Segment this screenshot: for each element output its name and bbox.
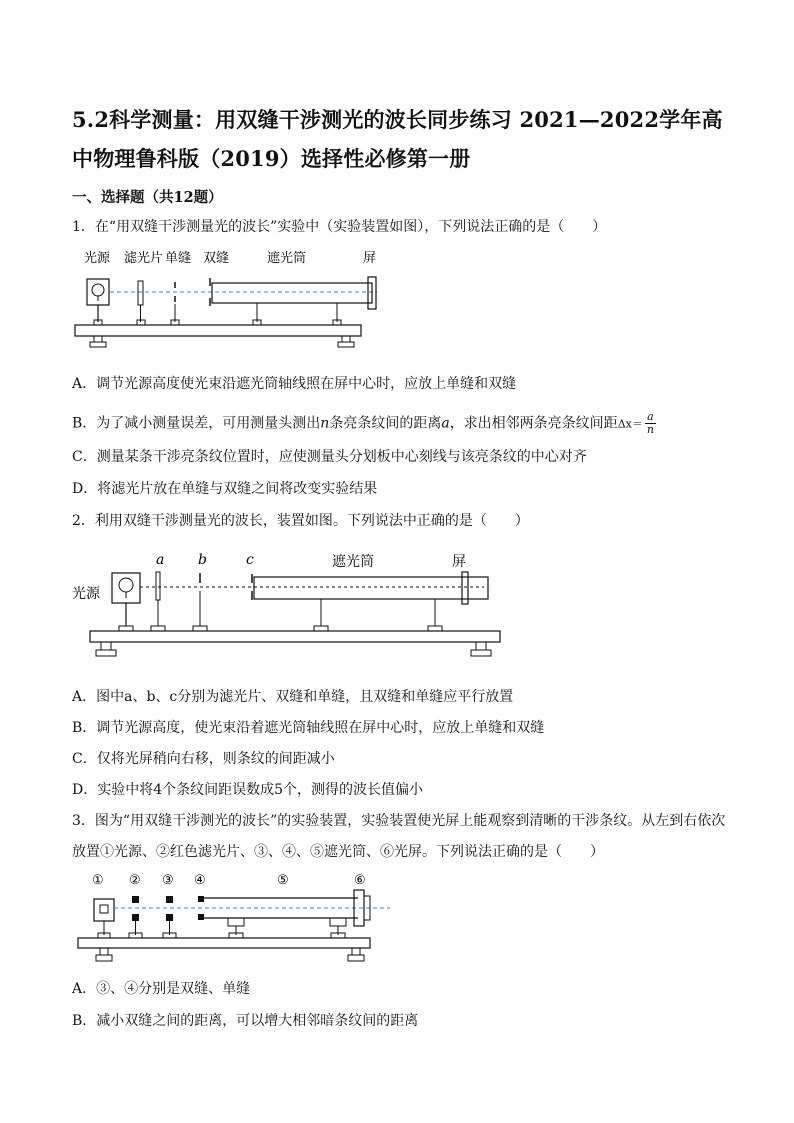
q3-element-3 — [166, 896, 173, 903]
q1-lamp-box — [87, 279, 109, 305]
q1-label-screen: 屏 — [363, 251, 377, 266]
q1-label-double-slit: 双缝 — [203, 251, 230, 266]
q3-label-2: ② — [129, 873, 141, 888]
section-heading: 一、选择题（共12题） — [72, 189, 223, 206]
q3-label-3: ③ — [162, 873, 174, 888]
q3-element-2 — [132, 896, 139, 903]
q2-stem: 2．利用双缝干涉测量光的波长，装置如图。下列说法中正确的是（ ） — [72, 513, 529, 529]
q3-label-1: ① — [92, 873, 104, 888]
q2-option-d: D．实验中将4个条纹间距误数成5个，测得的波长值偏小 — [72, 782, 424, 798]
q3-stem-line2: 放置①光源、②红色滤光片、③、④、⑤遮光筒、⑥光屏。下列说法正确的是（ ） — [72, 844, 604, 860]
q3-label-6: ⑥ — [354, 873, 366, 888]
q2-option-b: B．调节光源高度，使光束沿着遮光筒轴线照在屏中心时，应放上单缝和双缝 — [72, 720, 545, 736]
q2-optical-bench — [90, 631, 500, 642]
q1-filter — [138, 281, 143, 305]
q2-label-light-source: 光源 — [72, 586, 100, 602]
q1-label-single-slit: 单缝 — [165, 251, 192, 266]
q1-option-d: D．将滤光片放在单缝与双缝之间将改变实验结果 — [72, 481, 378, 497]
q3-option-b: B．减小双缝之间的距离，可以增大相邻暗条纹间的距离 — [72, 1013, 419, 1029]
q1-label-tube: 遮光筒 — [267, 251, 307, 266]
q1-optical-bench — [75, 325, 361, 336]
q2-option-a: A．图中a、b、c分别为滤光片、双缝和单缝，且双缝和单缝应平行放置 — [72, 689, 514, 705]
q2-option-c: C．仅将光屏稍向右移，则条纹的间距减小 — [72, 751, 335, 767]
q2-label-tube: 遮光筒 — [332, 554, 374, 570]
q3-label-4: ④ — [194, 873, 206, 888]
q3-option-a: A．③、④分别是双缝、单缝 — [72, 981, 251, 997]
q3-lamp-box — [94, 899, 114, 921]
q3-optical-bench — [78, 938, 370, 948]
q2-light-tube — [254, 577, 488, 599]
q2-label-c: c — [246, 552, 254, 568]
q2-label-b: b — [198, 552, 207, 568]
q3-element-4 — [198, 896, 204, 902]
q3-label-5: ⑤ — [277, 873, 289, 888]
q1-option-a: A．调节光源高度使光束沿遮光筒轴线照在屏中心时，应放上单缝和双缝 — [72, 376, 517, 392]
q2-label-screen: 屏 — [452, 554, 466, 570]
q2-element-a — [156, 572, 160, 600]
page-title: 5.2科学测量：用双缝干涉测光的波长同步练习 2021—2022学年高中物理鲁科版（2019）选择性必修第一册 — [72, 107, 723, 171]
q1-label-filter: 滤光片 — [124, 251, 164, 266]
q1-option-c: C．测量某条干涉亮条纹位置时，应使测量头分划板中心刻线与该亮条纹的中心对齐 — [72, 449, 587, 465]
q1-apparatus-diagram — [72, 246, 377, 358]
q2-label-a: a — [156, 552, 165, 568]
q3-stem-line1: 3．图为“用双缝干涉测光的波长”的实验装置，实验装置使光屏上能观察到清晰的干涉条纹。从左到右依次 — [72, 813, 726, 829]
q1-label-light-source: 光源 — [84, 251, 111, 266]
q1-stem: 1．在“用双缝干涉测量光的波长”实验中（实验装置如图），下列说法正确的是（ ） — [72, 219, 607, 235]
q1-option-b: B．为了减小测量误差，可用测量头测出n条亮条纹间的距离a，求出相邻两条亮条纹间距Δx＝ $\frac{a}{n}$ — [72, 410, 654, 436]
q3-apparatus-diagram — [72, 870, 396, 970]
q2-apparatus-diagram — [72, 546, 504, 668]
q1-light-tube — [212, 283, 372, 303]
